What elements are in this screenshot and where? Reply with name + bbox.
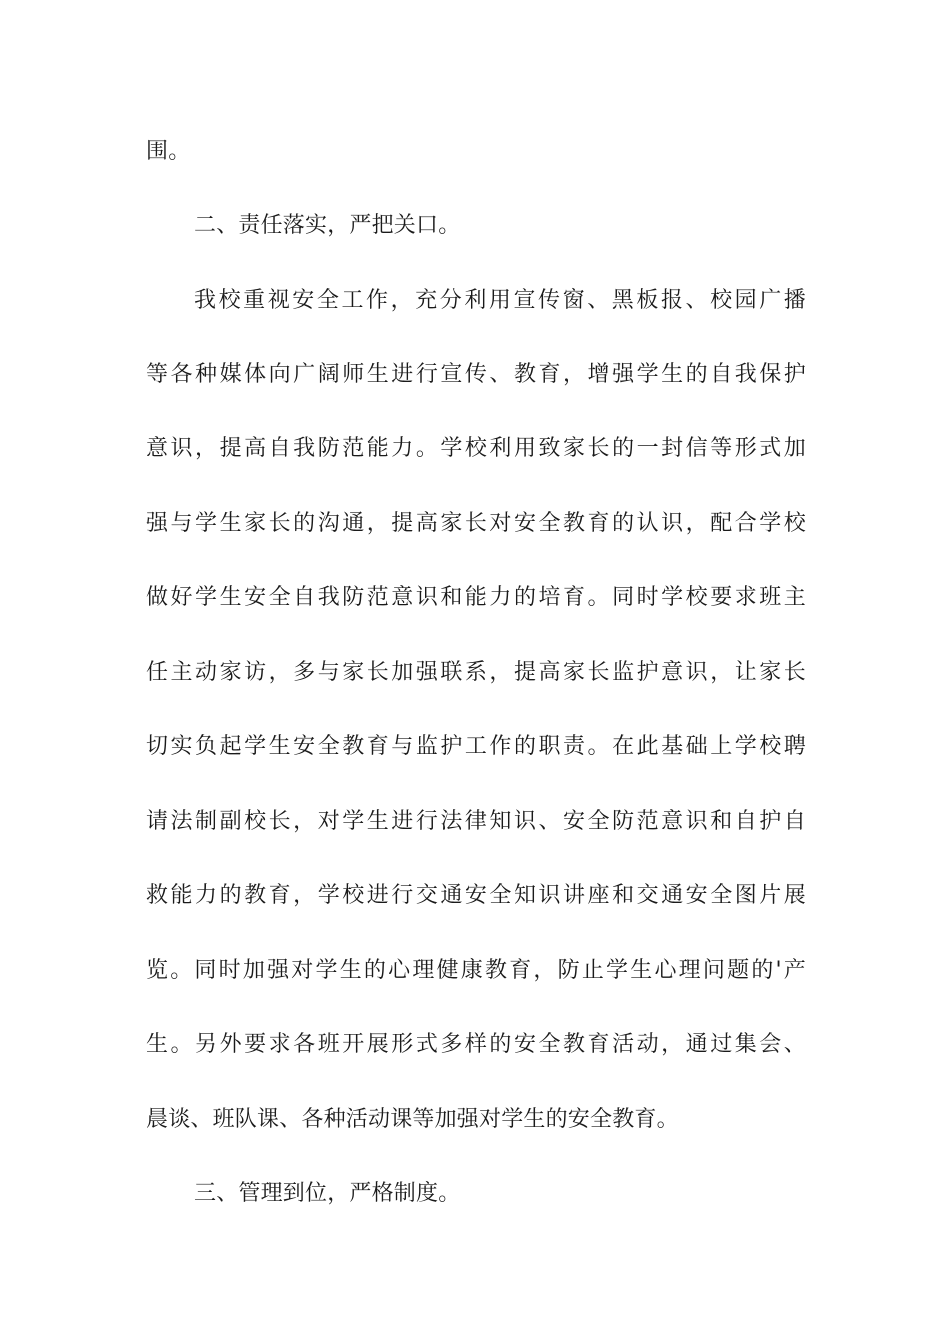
paragraph-line: 等各种媒体向广阔师生进行宣传、教育，增强学生的自我保护 (146, 362, 806, 387)
paragraph-line: 切实负起学生安全教育与监护工作的职责。在此基础上学校聘 (146, 734, 806, 759)
paragraph-line: 意识，提高自我防范能力。学校利用致家长的一封信等形式加 (146, 436, 806, 461)
text-line-continuation: 围。 (146, 139, 191, 164)
paragraph-line: 任主动家访，多与家长加强联系，提高家长监护意识，让家长 (146, 660, 806, 685)
paragraph-line: 做好学生安全自我防范意识和能力的培育。同时学校要求班主 (146, 585, 806, 610)
paragraph-line: 生。另外要求各班开展形式多样的安全教育活动，通过集会、 (146, 1032, 806, 1057)
paragraph-line: 我校重视安全工作，充分利用宣传窗、黑板报、校园广播 (194, 288, 806, 313)
paragraph-line: 强与学生家长的沟通，提高家长对安全教育的认识，配合学校 (146, 511, 806, 536)
paragraph-line: 请法制副校长，对学生进行法律知识、安全防范意识和自护自 (146, 809, 806, 834)
paragraph-line-last: 晨谈、班队课、各种活动课等加强对学生的安全教育。 (146, 1107, 679, 1132)
section-heading-2: 二、责任落实，严把关口。 (194, 213, 461, 238)
paragraph-line: 救能力的教育，学校进行交通安全知识讲座和交通安全图片展 (146, 883, 806, 908)
section-heading-3: 三、管理到位，严格制度。 (194, 1181, 461, 1206)
paragraph-line: 览。同时加强对学生的心理健康教育，防止学生心理问题的'产 (146, 958, 806, 983)
